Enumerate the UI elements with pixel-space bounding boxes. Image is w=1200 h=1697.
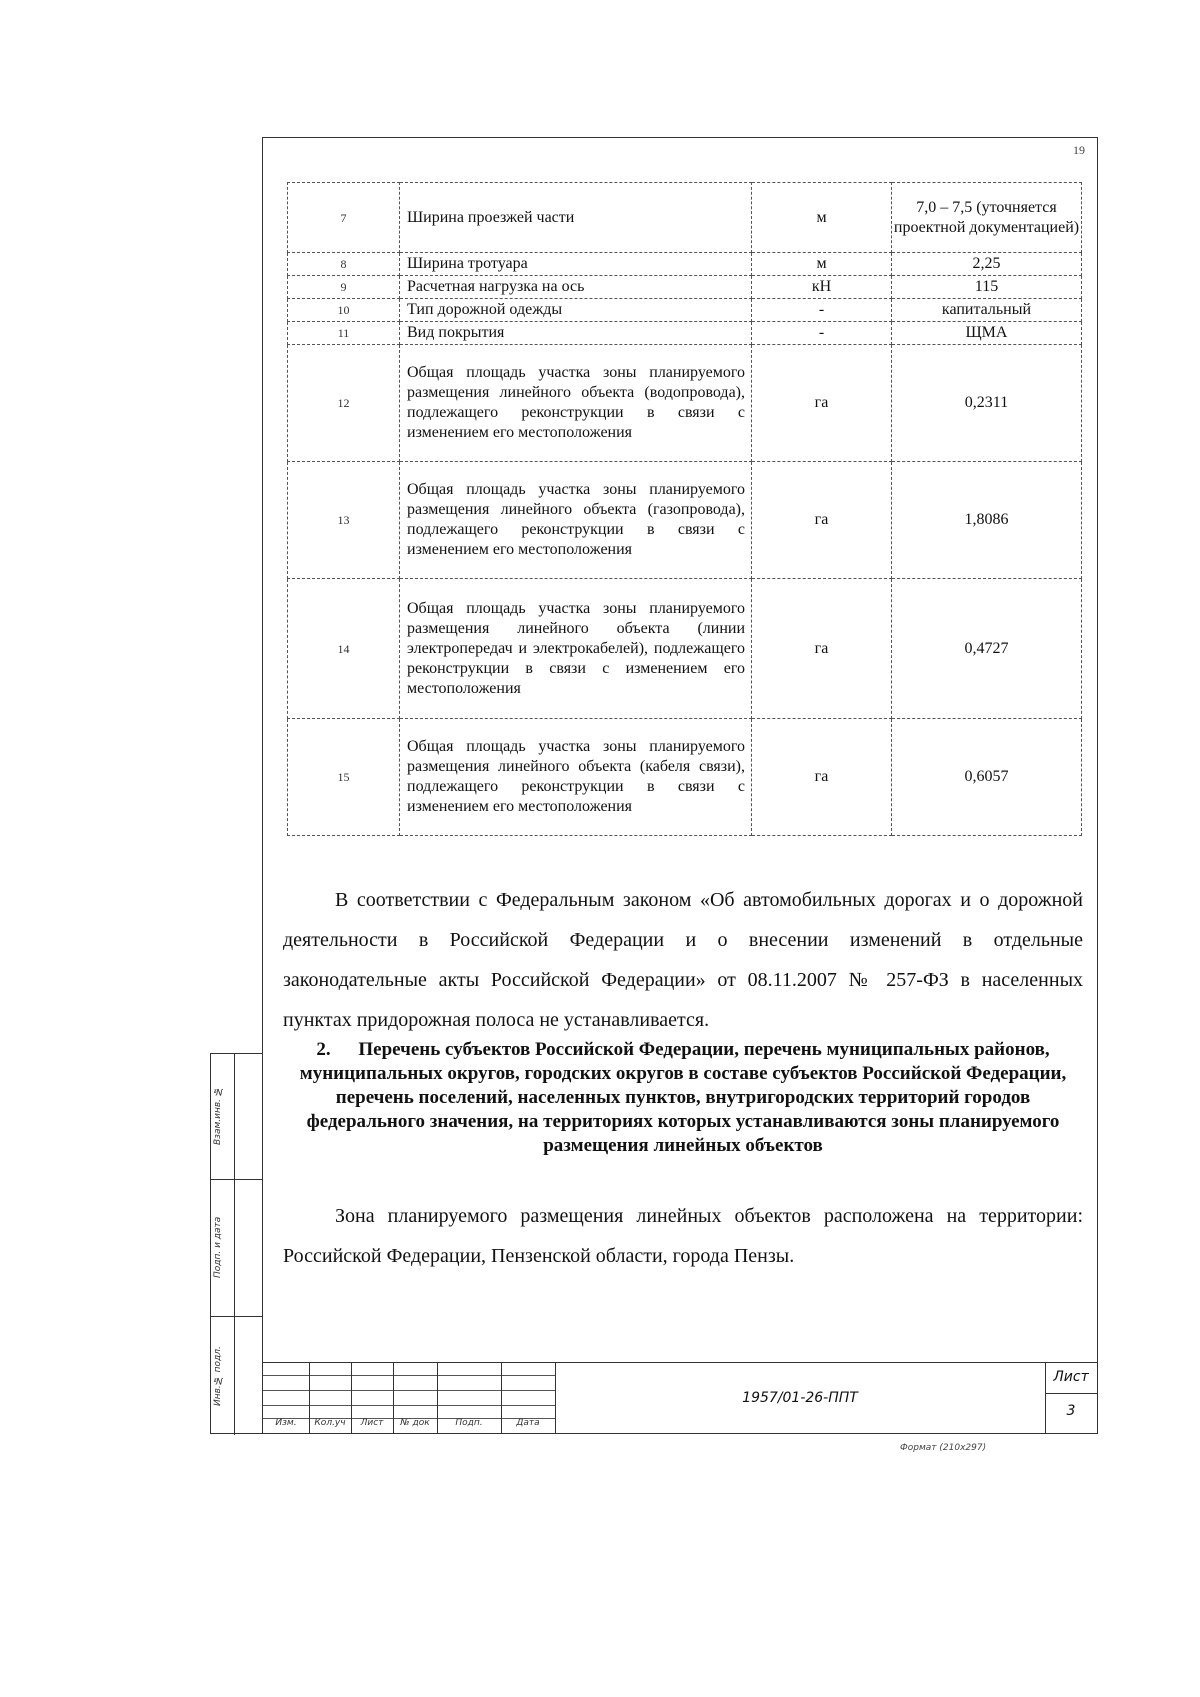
page-number: 19: [1073, 143, 1085, 157]
row-parameter: Ширина проезжей части: [400, 183, 752, 253]
row-number: 8: [288, 253, 400, 276]
row-parameter: Общая площадь участка зоны планируемого размещения линейного объекта (водопровода), подлежащего реконструкции в связи с изменением его местоположения: [400, 345, 752, 462]
row-value: 0,2311: [892, 345, 1082, 462]
row-unit: кН: [752, 276, 892, 299]
label-doc-number: № док: [400, 1418, 430, 1428]
row-value: 7,0 – 7,5 (уточняется проектной документацией): [892, 183, 1082, 253]
row-parameter: Общая площадь участка зоны планируемого размещения линейного объекта (линии электропередач и электрокабелей), подлежащего реконструкции в связи с изменением его местоположения: [400, 579, 752, 719]
row-parameter: Общая площадь участка зоны планируемого размещения линейного объекта (кабеля связи), подлежащего реконструкции в связи с изменением его местоположения: [400, 719, 752, 836]
row-number: 14: [288, 579, 400, 719]
row-unit: га: [752, 579, 892, 719]
row-value: ЩМА: [892, 322, 1082, 345]
format-note: Формат (210х297): [900, 1443, 987, 1453]
parameters-table: [287, 182, 1082, 836]
table-row: [288, 183, 1082, 253]
row-value: 1,8086: [892, 462, 1082, 579]
table-row: [288, 579, 1082, 719]
label-list: Лист: [360, 1418, 384, 1428]
table-row: [288, 462, 1082, 579]
row-unit: -: [752, 322, 892, 345]
row-parameter: Вид покрытия: [400, 322, 752, 345]
document-code: 1957/01-26-ППТ: [555, 1363, 1046, 1433]
stamp-replacement-inv: Взам.инв. №: [213, 1086, 223, 1146]
table-row: [288, 253, 1082, 276]
section-number: 2.: [316, 1039, 331, 1060]
row-unit: м: [752, 253, 892, 276]
sheet-label: Лист: [1053, 1369, 1089, 1385]
side-stamp: [210, 1053, 262, 1434]
sheet-cell: [1045, 1363, 1097, 1433]
table-row: [288, 276, 1082, 299]
paragraph-federal-law: В соответствии с Федеральным законом «Об автомобильных дорогах и о дорожной деятельности в Российской Федерации и о внесении изменений в отдельные законодательные акты Российской Федерации» от 08.11.2007 № 257-ФЗ в населенных пунктах придорожная полоса не устанавливается.: [283, 889, 1083, 1031]
table-row: [288, 322, 1082, 345]
table-row: [288, 299, 1082, 322]
row-parameter: Общая площадь участка зоны планируемого размещения линейного объекта (газопровода), подлежащего реконструкции в связи с изменением его местоположения: [400, 462, 752, 579]
table-row: [288, 719, 1082, 836]
stamp-original-inv: Инв.№ подл.: [213, 1346, 223, 1406]
label-izm: Изм.: [275, 1418, 297, 1428]
title-block-grid: [263, 1363, 555, 1433]
row-number: 13: [288, 462, 400, 579]
page-frame: [262, 137, 1098, 1434]
row-value: 115: [892, 276, 1082, 299]
label-kol-uch: Кол.уч: [314, 1418, 346, 1428]
paragraph-zone-location: Зона планируемого размещения линейных объектов расположена на территории: Российской Федерации, Пензенской области, города Пензы.: [283, 1205, 1083, 1267]
row-parameter: Ширина тротуара: [400, 253, 752, 276]
section-title: Перечень субъектов Российской Федерации, перечень муниципальных районов, муниципальных округов, городских округов в составе субъектов Российской Федерации, перечень поселений, населенных пунктов, внутригородских территорий городов федерального значения, на территориях которых устанавливаются зоны планируемого размещения линейных объектов: [299, 1039, 1067, 1156]
row-number: 7: [288, 183, 400, 253]
row-unit: м: [752, 183, 892, 253]
row-unit: га: [752, 719, 892, 836]
row-number: 15: [288, 719, 400, 836]
row-value: 0,4727: [892, 579, 1082, 719]
row-number: 10: [288, 299, 400, 322]
stamp-signature-date: Подп. и дата: [213, 1216, 223, 1279]
row-value: капитальный: [892, 299, 1082, 322]
title-block: [263, 1362, 1097, 1433]
row-number: 12: [288, 345, 400, 462]
row-parameter: Тип дорожной одежды: [400, 299, 752, 322]
row-value: 0,6057: [892, 719, 1082, 836]
row-parameter: Расчетная нагрузка на ось: [400, 276, 752, 299]
label-signature: Подп.: [455, 1418, 483, 1428]
row-number: 9: [288, 276, 400, 299]
row-unit: га: [752, 345, 892, 462]
row-value: 2,25: [892, 253, 1082, 276]
row-number: 11: [288, 322, 400, 345]
sheet-number: 3: [1066, 1403, 1076, 1419]
row-unit: -: [752, 299, 892, 322]
section-heading: [283, 1038, 1083, 1158]
row-unit: га: [752, 462, 892, 579]
table-row: [288, 345, 1082, 462]
label-date: Дата: [516, 1418, 540, 1428]
